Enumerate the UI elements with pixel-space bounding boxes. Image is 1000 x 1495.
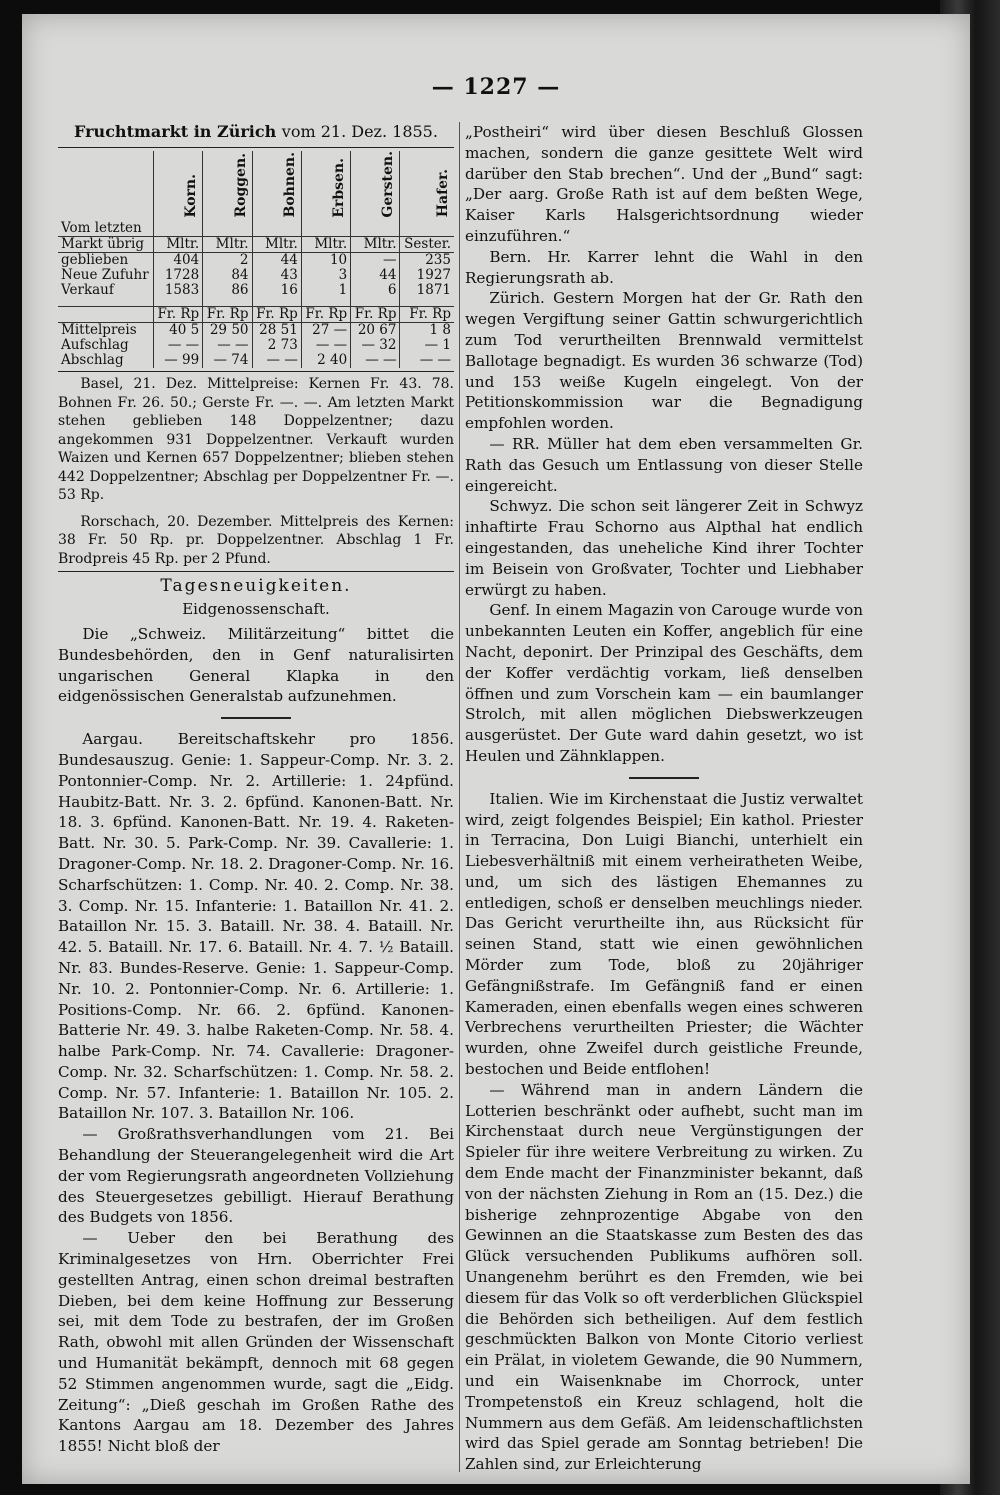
- table-cell: 40 5: [153, 323, 202, 339]
- article-paragraph: Genf. In einem Magazin von Carouge wurde von unbekannten Leuten ein Koffer, angeblich für eine Nacht, deponirt. Der Prinzipal des Geschäfts, dem der Koffer verdächtig vorkam, ließ denselben öffnen und zum Vorschein kam — ein baumlanger Strolch, mit allen möglichen Diebswerkzeugen ausgerüstet. Der Gute ward dahin gesetzt, wo ist Heulen und Zähnklappen.: [465, 601, 863, 765]
- table-cell: — —: [252, 353, 301, 368]
- table-cell: 6: [351, 283, 400, 298]
- right-column: [465, 122, 863, 1475]
- table-cell: 44: [252, 253, 301, 269]
- rule: [58, 147, 454, 148]
- unit-cell: Mltr.: [301, 237, 350, 253]
- table-cell: 1927: [400, 268, 454, 283]
- table-cell: 29 50: [203, 323, 252, 339]
- newspaper-page: [22, 14, 970, 1484]
- rule: [58, 371, 454, 372]
- row-label: Vom letzten: [61, 220, 142, 237]
- rorschach-report: Rorschach, 20. Dezember. Mittelpreis des Kernen: 38 Fr. 50 Rp. pr. Doppelzentner. Abschlag 1 Fr. Brodpreis 45 Rp. per 2 Pfund.: [58, 513, 454, 567]
- article-paragraph: Schwyz. Die schon seit längerer Zeit in Schwyz inhaftirte Frau Schorno aus Alpthal hat endlich eingestanden, das uneheliche Kind ihrer Tochter im Beisein von Großvater, Tochter und Liebhaber erwürgt zu haben.: [465, 497, 863, 599]
- table-cell: 44: [351, 268, 400, 283]
- article-paragraph: Aargau. Bereitschaftskehr pro 1856. Bundesauszug. Genie: 1. Sappeur-Comp. Nr. 3. 2. Pontonnier-Comp. Nr. 2. Artillerie: 1. 24pfünd. Haubitz-Batt. Nr. 3. 2. 6pfünd. Kanonen-Batt. Nr. 18. 3. 6pfünd. Kanonen-Batt. Nr. 19. 4. Raketen-Batt. Nr. 30. 5. Park-Comp. Nr. 39. Cavallerie: 1. Dragoner-Comp. Nr. 18. 2. Dragoner-Comp. Nr. 16. Scharfschützen: 1. Comp. Nr. 40. 2. Comp. Nr. 38. 3. Comp. Nr. 15. Infanterie: 1. Bataillon Nr. 41. 2. Bataillon Nr. 15. 3. Bataill. Nr. 38. 4. Bataill. Nr. 42. 5. Bataill. Nr. 17. 6. Bataill. Nr. 4. 7. ½ Bataill. Nr. 83. Bundes-Reserve. Genie: 1. Sappeur-Comp. Nr. 10. 2. Pontonnier-Comp. Nr. 6. Artillerie: 1. Positions-Comp. Nr. 66. 2. 6pfünd. Kanonen-Batterie Nr. 49. 3. halbe Raketen-Comp. Nr. 58. 4. halbe Park-Comp. Nr. 74. Cavallerie: Dragoner-Comp. Nr. 32. Scharfschützen: 1. Comp. Nr. 58. 2. Comp. Nr. 57. Infanterie: 1. Bataillon Nr. 105. 2. Bataillon Nr. 107. 3. Bataillon Nr. 106.: [58, 730, 454, 1123]
- unit-cell: Mltr.: [153, 237, 202, 253]
- row-label: Abschlag: [61, 352, 124, 369]
- table-cell: 43: [252, 268, 301, 283]
- column-header: Gersten.: [380, 150, 397, 218]
- table-cell: 1 8: [400, 323, 454, 339]
- column-header: Korn.: [183, 173, 200, 218]
- page-number: — 1227 —: [431, 74, 561, 100]
- unit-cell: Fr. Rp: [351, 307, 400, 323]
- table-row: [58, 268, 454, 283]
- unit-cell: Fr. Rp: [203, 307, 252, 323]
- table-cell: 3: [301, 268, 350, 283]
- table-cell: 28 51: [252, 323, 301, 339]
- unit-cell: Fr. Rp: [400, 307, 454, 323]
- table-cell: 10: [301, 253, 350, 269]
- table-cell: — —: [400, 353, 454, 368]
- table-cell: 27 —: [301, 323, 350, 339]
- row-label: Mittelpreis: [61, 322, 137, 339]
- table-row: [58, 353, 454, 368]
- short-rule: [221, 717, 291, 719]
- table-row: [58, 283, 454, 298]
- column-header: Roggen.: [232, 152, 249, 218]
- basel-report: Basel, 21. Dez. Mittelpreise: Kernen Fr. 43. 78. Bohnen Fr. 26. 50.; Gerste Fr. —. —. Am letzten Markt stehen geblieben 148 Doppelzentner; dazu angekommen 931 Doppelzentner. Verkauft wurden Waizen und Kernen 657 Doppelzentner; blieben stehen 442 Doppelzentner; Abschlag per Doppelzentner Fr. —. 53 Rp.: [58, 376, 454, 504]
- unit-cell: Mltr.: [252, 237, 301, 253]
- table-cell: 2 73: [252, 338, 301, 353]
- table-row: [58, 323, 454, 339]
- table-cell: — 74: [203, 353, 252, 368]
- table-cell: — —: [203, 338, 252, 353]
- column-header: Hafer.: [435, 169, 451, 218]
- table-cell: — 99: [153, 353, 202, 368]
- rule: [58, 571, 454, 572]
- article-paragraph: Zürich. Gestern Morgen hat der Gr. Rath den wegen Vergiftung seiner Gattin schwurgerichtlich zum Tod verurtheilten Brennwald vermittelst Ballotage begnadigt. Es wurden 36 schwarze (Tod) und 153 weiße Kugeln eingelegt. Von der Petitionskommission war die Begnadigung empfohlen worden.: [465, 289, 863, 433]
- short-rule: [629, 777, 699, 779]
- table-cell: 1: [301, 283, 350, 298]
- article-paragraph: Die „Schweiz. Militärzeitung“ bittet die Bundesbehörden, den in Genf naturalisirten ungarischen General Klapka in den eidgenössischen Generalstab aufzunehmen.: [58, 624, 454, 706]
- unit-cell: Mltr.: [351, 237, 400, 253]
- table-cell: 235: [400, 253, 454, 269]
- column-header: Bohnen.: [281, 151, 298, 218]
- section-title: Tagesneuigkeiten.: [160, 576, 352, 597]
- market-title: Fruchtmarkt in Zürich: [74, 122, 277, 141]
- market-date: vom 21. Dez. 1855.: [281, 122, 438, 141]
- table-cell: 2: [203, 253, 252, 269]
- table-cell: 86: [203, 283, 252, 298]
- row-label: Verkauf: [61, 282, 114, 299]
- table-cell: — —: [351, 353, 400, 368]
- table-cell: 404: [153, 253, 202, 269]
- table-cell: 1728: [153, 268, 202, 283]
- table-cell: 16: [252, 283, 301, 298]
- unit-cell: Sester.: [400, 237, 454, 253]
- column-divider: [459, 122, 460, 1472]
- article-paragraph: Italien. Wie im Kirchenstaat die Justiz verwaltet wird, zeigt folgendes Beispiel; Ein kathol. Priester in Terracina, Don Luigi Bianchi, unterhielt ein Liebesverhältniß mit einem verheiratheten Weibe, und, um sich des lästigen Ehemannes zu entledigen, schoß er denselben meuchlings nieder. Das Gericht verurtheilte ihn, aus Rücksicht für seinen Stand, statt wie einen gewöhnlichen Mörder zum Tode, bloß zu 20jähriger Gefängnißstrafe. Im Gefängniß fand er einen Kameraden, einen ebenfalls wegen eines schweren Verbrechens verurtheilten Priester; die Wächter wurden, ohne Zweifel durch geistliche Freunde, bestochen und Beide entflohen!: [465, 789, 863, 1079]
- unit-cell: Fr. Rp: [301, 307, 350, 323]
- row-label: geblieben: [61, 252, 129, 269]
- table-cell: — 1: [400, 338, 454, 353]
- row-label: Markt übrig: [58, 237, 153, 253]
- table-cell: 2 40: [301, 353, 350, 368]
- table-cell: — —: [153, 338, 202, 353]
- left-column: [58, 122, 454, 1457]
- article-paragraph: — Ueber den bei Berathung des Kriminalgesetzes von Hrn. Oberrichter Frei gestellten Antrag, einen schon dreimal bestraften Dieben, bei dem keine Hoffnung zur Besserung sei, mit dem Tode zu bestrafen, der im Großen Rath, obwohl mit allen Gründen der Wissenschaft und Humanität bekämpft, dennoch mit 68 gegen 52 Stimmen angenommen wurde, sagt die „Eidg. Zeitung“: „Dieß geschah im Großen Rathe des Kantons Aargau am 18. Dezember des Jahres 1855! Nicht bloß der: [58, 1229, 454, 1456]
- table-cell: 84: [203, 268, 252, 283]
- market-table: [58, 151, 454, 369]
- article-paragraph: — Während man in andern Ländern die Lotterien beschränkt oder aufhebt, sucht man im Kirchenstaat durch neue Vergünstigungen der Spieler für ihre weitere Verbreitung zu wirken. Zu dem Ende macht der Finanzminister bekannt, daß von der nächsten Ziehung in Rom an (15. Dez.) die bisherige zehnprozentige Abgabe von den Gewinnen an die Staatskasse zum Besten des das Glück versuchenden Publikums aufhören soll. Unangenehm berührt es den Fremden, wie bei diesem für das Volk so oft verderblichen Glückspiel die Behörden sich betheiligen. Auf dem festlich geschmückten Balkon von Monte Citorio verliest ein Prälat, in violetem Gewande, die 90 Nummern, und ein Waisenknabe im Chorrock, unter Trompetenstoß ein Kreuz schlagend, holt die Nummern aus dem Gefäß. Am leidenschaftlichsten wird das Spiel gerade am Sonntag betrieben! Die Zahlen sind, zur Erleichterung: [465, 1080, 863, 1474]
- unit-cell: Fr. Rp: [252, 307, 301, 323]
- row-label: Neue Zufuhr: [61, 267, 149, 284]
- article-paragraph: — Großrathsverhandlungen vom 21. Bei Behandlung der Steuerangelegenheit wird die Art der vom Regierungsrath angeordneten Vollziehung des Steuergesetzes gebilligt. Hierauf Berathung des Budgets von 1856.: [58, 1125, 454, 1227]
- table-cell: 1871: [400, 283, 454, 298]
- market-heading: [58, 122, 454, 143]
- table-row: [58, 338, 454, 353]
- table-cell: — —: [301, 338, 350, 353]
- subsection-title: Eidgenossenschaft.: [182, 600, 330, 619]
- column-header: Erbsen.: [331, 157, 348, 218]
- row-label: Aufschlag: [61, 337, 129, 354]
- article-paragraph: Bern. Hr. Karrer lehnt die Wahl in den Regierungsrath ab.: [465, 247, 863, 287]
- table-cell: — 32: [351, 338, 400, 353]
- table-cell: 20 67: [351, 323, 400, 339]
- table-cell: —: [351, 253, 400, 269]
- table-row: [58, 253, 454, 269]
- unit-cell: Mltr.: [203, 237, 252, 253]
- article-paragraph: „Postheiri“ wird über diesen Beschluß Glossen machen, sondern die ganze gesittete Welt wird darüber den Stab brechen“. Und der „Bund“ sagt: „Der aarg. Große Rath ist auf dem beßten Wege, Kaiser Karls Halsgerichtsordnung wieder einzuführen.“: [465, 123, 863, 245]
- table-cell: 1583: [153, 283, 202, 298]
- article-paragraph: — RR. Müller hat dem eben versammelten Gr. Rath das Gesuch um Entlassung von dieser Stelle eingereicht.: [465, 434, 863, 495]
- unit-cell: Fr. Rp: [153, 307, 202, 323]
